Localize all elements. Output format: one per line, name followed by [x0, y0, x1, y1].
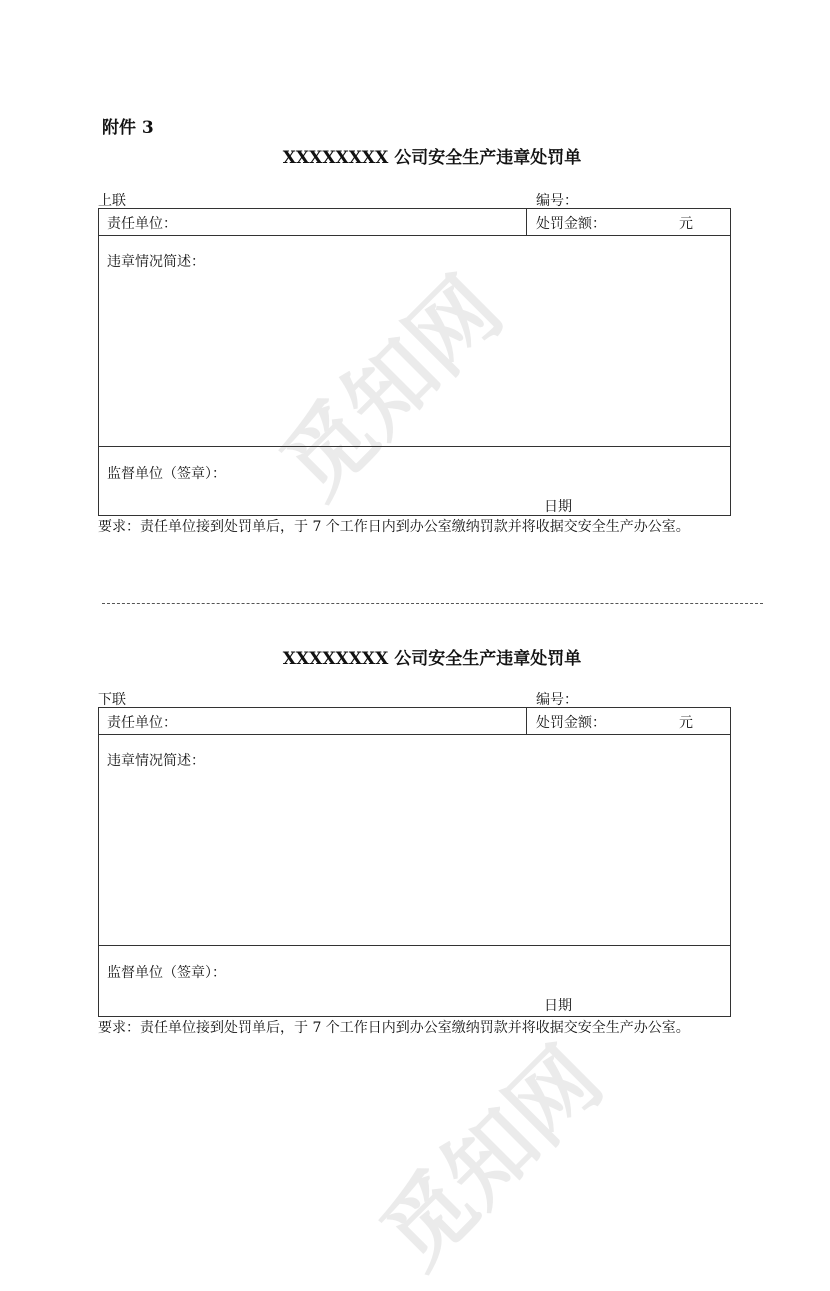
fine-amount-label: 处罚金额： — [536, 216, 606, 232]
penalty-form-lower — [98, 647, 731, 1038]
requirement-note: 要求：责任单位接到处罚单后，于 7 个工作日内到办公室缴纳罚款并将收据交安全生产办公室。 — [98, 519, 690, 535]
cell-divider — [526, 209, 527, 235]
form-meta-row — [98, 685, 731, 707]
responsible-unit-label: 责任单位： — [107, 216, 177, 232]
violation-description-label: 违章情况简述： — [107, 254, 205, 270]
attachment-label: 附件 3 — [102, 118, 154, 138]
form-table — [98, 707, 731, 1017]
row-divider — [99, 945, 730, 946]
watermark-bottom: 觅知网 — [361, 1027, 622, 1288]
watermark: 觅知网 — [261, 257, 522, 518]
currency-label: 元 — [679, 216, 693, 232]
supervisor-seal-label: 监督单位（签章）： — [107, 965, 226, 981]
serial-number-label: 编号： — [536, 692, 578, 708]
currency-label: 元 — [679, 715, 693, 731]
form-title: XXXXXXXX 公司安全生产违章处罚单 — [282, 148, 582, 168]
cell-divider — [526, 708, 527, 734]
date-label: 日期 — [544, 499, 572, 515]
responsible-unit-label: 责任单位： — [107, 715, 177, 731]
form-meta-row — [98, 186, 731, 208]
form-table — [98, 208, 731, 516]
form-header-row — [99, 209, 730, 236]
form-title: XXXXXXXX 公司安全生产违章处罚单 — [282, 649, 582, 669]
copy-label: 下联 — [98, 692, 126, 708]
requirement-note: 要求：责任单位接到处罚单后，于 7 个工作日内到办公室缴纳罚款并将收据交安全生产办公室。 — [98, 1020, 690, 1036]
supervisor-seal-label: 监督单位（签章）： — [107, 466, 226, 482]
fine-amount-label: 处罚金额： — [536, 715, 606, 731]
cut-line — [102, 603, 763, 604]
violation-description-label: 违章情况简述： — [107, 753, 205, 769]
serial-number-label: 编号： — [536, 193, 578, 209]
penalty-form-upper — [98, 146, 731, 537]
row-divider — [99, 446, 730, 447]
copy-label: 上联 — [98, 193, 126, 209]
form-header-row — [99, 708, 730, 735]
date-label: 日期 — [544, 998, 572, 1014]
